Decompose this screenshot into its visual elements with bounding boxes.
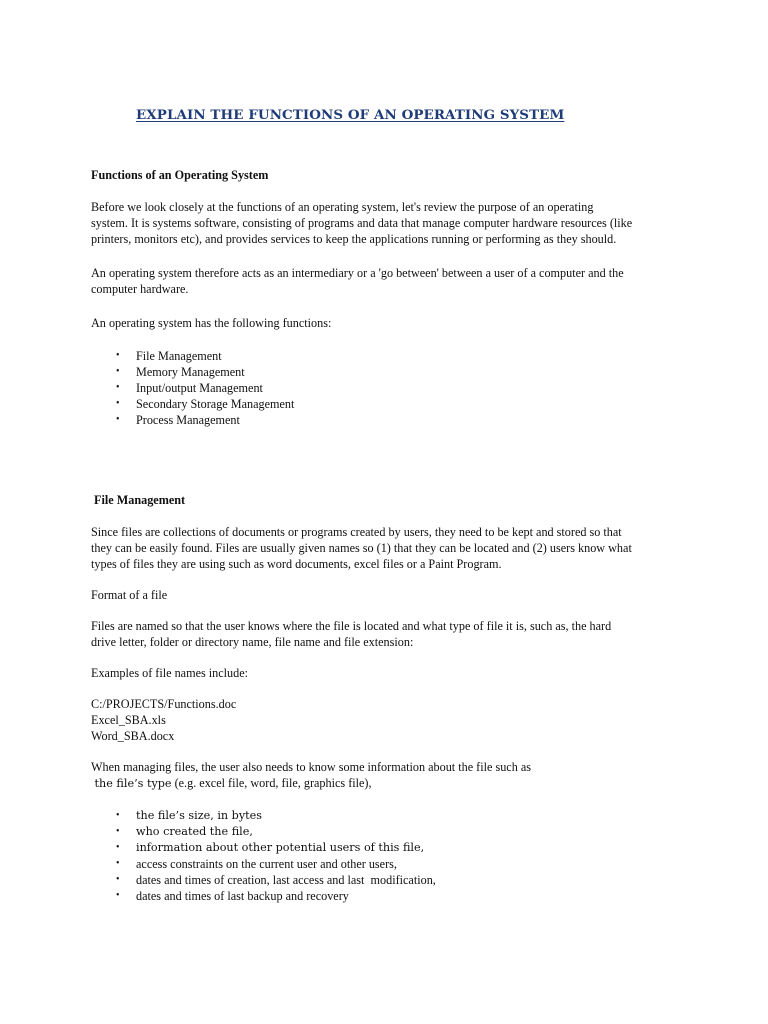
- list-item-label: dates and times of creation, last access and last modification,: [136, 873, 436, 887]
- functions-intro-text: [91, 315, 691, 331]
- intermediary-paragraph: [91, 265, 691, 297]
- intermediary-line: An operating system therefore acts as an intermediary or a 'go between' between a user of a computer and the: [91, 266, 624, 280]
- example-file-name: Word_SBA.docx: [91, 729, 175, 743]
- examples-label-text: Examples of file names include:: [91, 666, 249, 680]
- bullet-icon: •: [116, 382, 120, 393]
- bullet-icon: •: [116, 874, 120, 885]
- list-item-label: Memory Management: [136, 365, 245, 379]
- bullet-icon: •: [116, 366, 120, 377]
- intro-line: Before we look closely at the functions of an operating system, let's review the purpose of an operating: [91, 200, 594, 214]
- intro-line: printers, monitors etc), and provides services to keep the applications running or performing as they should.: [91, 232, 617, 246]
- list-item-label: dates and times of last backup and recovery: [136, 889, 349, 903]
- naming-line: Files are named so that the user knows where the file is located and what type of file it is, such as, the hard: [91, 619, 612, 633]
- file-management-paragraph: [91, 524, 691, 572]
- file-type-examples: (e.g. excel file, word, file, graphics file),: [171, 776, 372, 790]
- example-file-name: Excel_SBA.xls: [91, 713, 166, 727]
- list-item-label: the file’s size, in bytes: [136, 809, 263, 822]
- naming-line: drive letter, folder or directory name, file name and file extension:: [91, 635, 414, 649]
- bullet-icon: •: [116, 350, 120, 361]
- file-management-line: they can be easily found. Files are usually given names so (1) that they can be located and (2) users know what: [91, 541, 632, 555]
- example-file-name: C:/PROJECTS/Functions.doc: [91, 697, 237, 711]
- list-item-label: who created the file,: [136, 825, 253, 838]
- list-item-label: File Management: [136, 349, 222, 363]
- bullet-icon: •: [116, 842, 120, 853]
- file-management-line: types of files they are using such as word documents, excel files or a Paint Program.: [91, 557, 502, 571]
- bullet-icon: •: [116, 398, 120, 409]
- list-item-label: information about other potential users of this file,: [136, 841, 425, 854]
- examples-label: [91, 665, 691, 681]
- format-label: [91, 587, 691, 603]
- file-info-line: When managing files, the user also needs to know some information about the file such as: [91, 760, 531, 774]
- list-item-label: Process Management: [136, 413, 240, 427]
- bullet-icon: •: [116, 414, 120, 425]
- list-item-label: Input/output Management: [136, 381, 263, 395]
- format-label-text: Format of a file: [91, 588, 168, 602]
- section-heading-functions: Functions of an Operating System: [91, 168, 269, 182]
- intro-line: system. It is systems software, consisting of programs and data that manage computer hardware resources (like: [91, 216, 633, 230]
- naming-paragraph: [91, 618, 691, 650]
- list-item-label: access constraints on the current user and other users,: [136, 857, 397, 871]
- intermediary-line: computer hardware.: [91, 282, 189, 296]
- file-type-phrase: the file’s type: [91, 777, 172, 790]
- file-info-paragraph: [91, 759, 691, 792]
- bullet-icon: •: [116, 826, 120, 837]
- bullet-icon: •: [116, 890, 120, 901]
- file-info-line: [91, 775, 691, 792]
- intro-paragraph: [91, 199, 691, 247]
- list-item-label: Secondary Storage Management: [136, 397, 295, 411]
- bullet-icon: •: [116, 858, 120, 869]
- example-file-names: [91, 696, 691, 744]
- section-heading-file-management: File Management: [91, 493, 186, 507]
- file-management-line: Since files are collections of documents or programs created by users, they need to be kept and stored so that: [91, 525, 622, 539]
- bullet-icon: •: [116, 810, 120, 821]
- functions-intro-line: An operating system has the following functions:: [91, 316, 332, 330]
- document-title: EXPLAIN THE FUNCTIONS OF AN OPERATING SYSTEM: [136, 107, 565, 123]
